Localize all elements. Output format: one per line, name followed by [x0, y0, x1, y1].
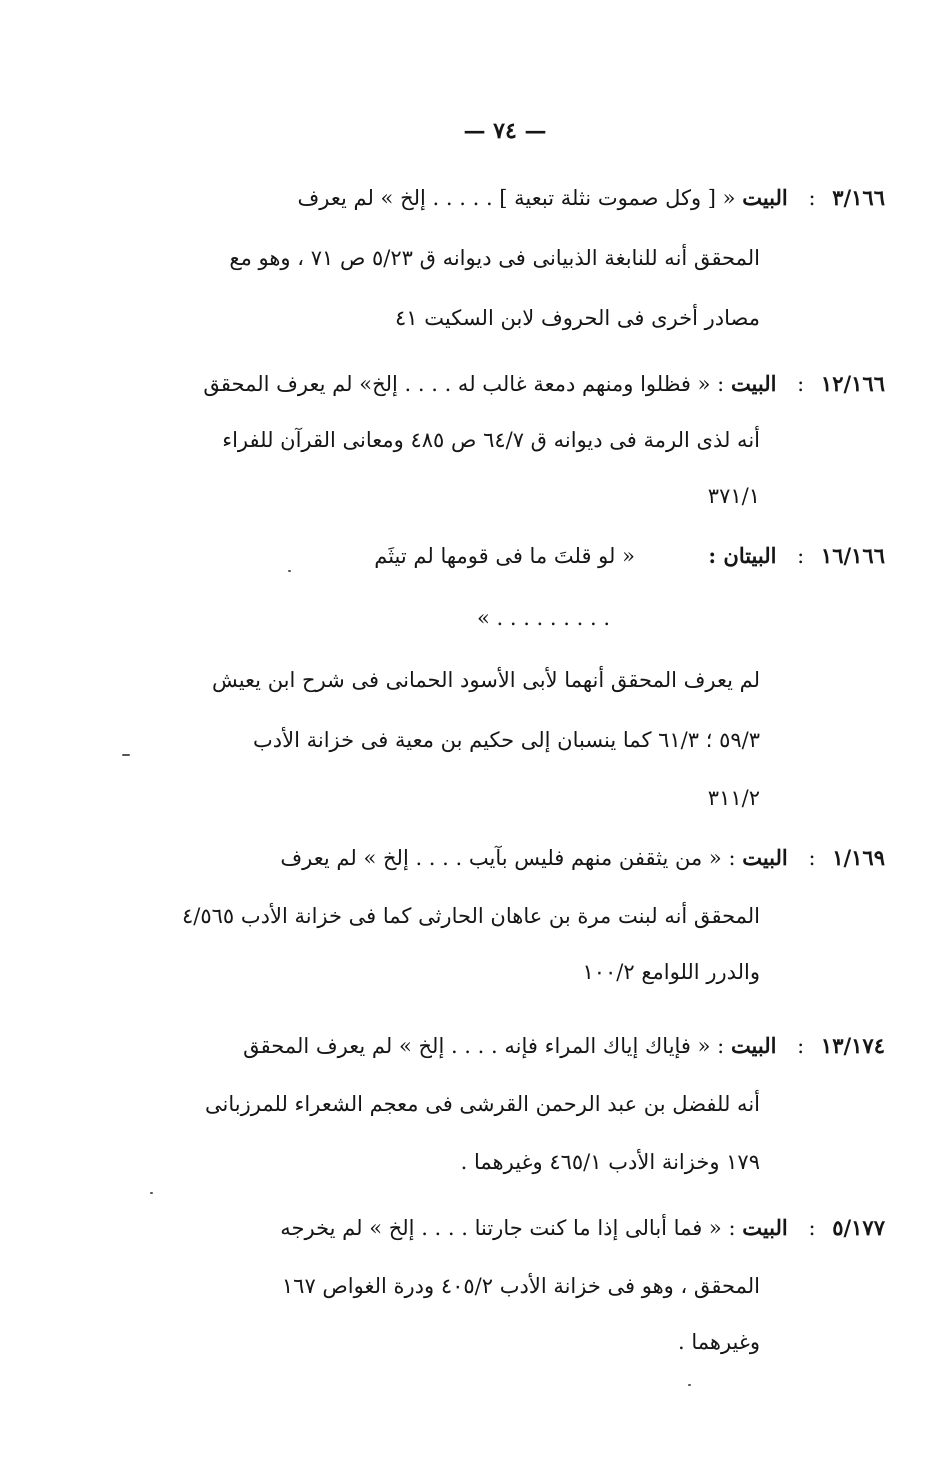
entry-1-text-1: « [ وكل صموت نثلة تبعية ] ‏. . . . . إلخ » لم يعرف — [297, 186, 736, 210]
entry-3-line-5: ٣١١/٢ — [707, 786, 760, 810]
entry-6-sep: : — [808, 1216, 816, 1240]
entry-3-label: البيتان : — [708, 543, 777, 568]
entry-2-ref: ١٢/١٦٦ — [820, 371, 885, 396]
entry-1-sep: : — [808, 186, 816, 210]
entry-1-ref: ٣/١٦٦ — [832, 185, 885, 210]
entry-6-line-3: وغيرهما . — [677, 1330, 760, 1354]
entry-1-label: البيت — [742, 185, 788, 210]
entry-5-ref: ١٣/١٧٤ — [820, 1033, 885, 1058]
entry-5-line-2: أنه للفضل بن عبد الرحمن القرشى فى معجم الشعراء للمرزبانى — [205, 1092, 760, 1116]
entry-1-line-1 — [165, 178, 885, 218]
entry-3-sep: : — [797, 544, 805, 568]
entry-5-line-1 — [165, 1026, 885, 1066]
entry-2-sep: : — [797, 372, 805, 396]
entry-3-line-1 — [165, 536, 885, 576]
entry-6-line-1 — [165, 1208, 885, 1248]
entry-4-sep: : — [808, 846, 816, 870]
entry-6-line-2: المحقق ، وهو فى خزانة الأدب ٤٠٥/٢ ودرة الغواص ١٦٧ — [281, 1274, 760, 1298]
entry-3-verse-1: « لو قلتَ ما فى قومها لم تيثَم — [374, 544, 635, 568]
entry-1-line-3: مصادر أخرى فى الحروف لابن السكيت ٤١ — [395, 306, 760, 330]
entry-4-line-2: المحقق أنه لبنت مرة بن عاهان الحارثى كما فى خزانة الأدب ٤/٥٦٥ — [181, 904, 760, 928]
scan-speck — [150, 1192, 153, 1194]
entry-3-verse-2: . . . . . . . . . » — [476, 606, 610, 630]
entry-3-line-3: لم يعرف المحقق أنهما لأبى الأسود الحمانى فى شرح ابن يعيش — [211, 668, 760, 692]
entry-2-line-2: أنه لذى الرمة فى ديوانه ق ٦٤/٧ ص ٤٨٥ ومعانى القرآن للفراء — [222, 428, 760, 452]
entry-2-line-3: ٣٧١/١ — [707, 484, 760, 508]
entry-4-label: البيت — [742, 845, 788, 870]
page-number: — ٧٤ — — [463, 118, 547, 144]
entry-6-label: البيت — [742, 1215, 788, 1240]
entry-3-ref: ١٦/١٦٦ — [820, 543, 885, 568]
entry-1-line-2: المحقق أنه للنابغة الذبيانى فى ديوانه ق ٥/٢٣ ص ٧١ ، وهو مع — [229, 246, 760, 270]
entry-6-ref: ٥/١٧٧ — [832, 1215, 885, 1240]
entry-4-line-3: والدرر اللوامع ١٠٠/٢ — [582, 960, 760, 984]
entry-6-text-1: : « فما أبالى إذا ما كنت جارتنا . . . . إلخ » لم يخرجه — [280, 1216, 736, 1240]
entry-5-label: البيت — [730, 1033, 777, 1058]
entry-4-ref: ١/١٦٩ — [832, 845, 885, 870]
entry-3-line-4: ٥٩/٣ ؛ ٦١/٣ كما ينسبان إلى حكيم بن معية فى خزانة الأدب — [253, 728, 760, 752]
scan-speck — [688, 1384, 691, 1386]
entry-5-text-1: : « فإياك إياك المراء فإنه . . . . إلخ » لم يعرف المحقق — [243, 1034, 725, 1058]
entry-2-line-1 — [165, 364, 885, 404]
entry-2-label: البيت — [730, 371, 777, 396]
entry-4-line-1 — [165, 838, 885, 878]
scan-speck — [122, 754, 130, 756]
scan-speck — [288, 570, 291, 572]
entry-4-text-1: : « من يثقفن منهم فليس بآيب . . . . إلخ » لم يعرف — [280, 846, 736, 870]
entry-5-line-3: ١٧٩ وخزانة الأدب ٤٦٥/١ وغيرهما . — [460, 1150, 760, 1174]
entry-5-sep: : — [797, 1034, 805, 1058]
entry-2-text-1: : « فظلوا ومنهم دمعة غالب له . . . . إلخ» لم يعرف المحقق — [203, 372, 725, 396]
